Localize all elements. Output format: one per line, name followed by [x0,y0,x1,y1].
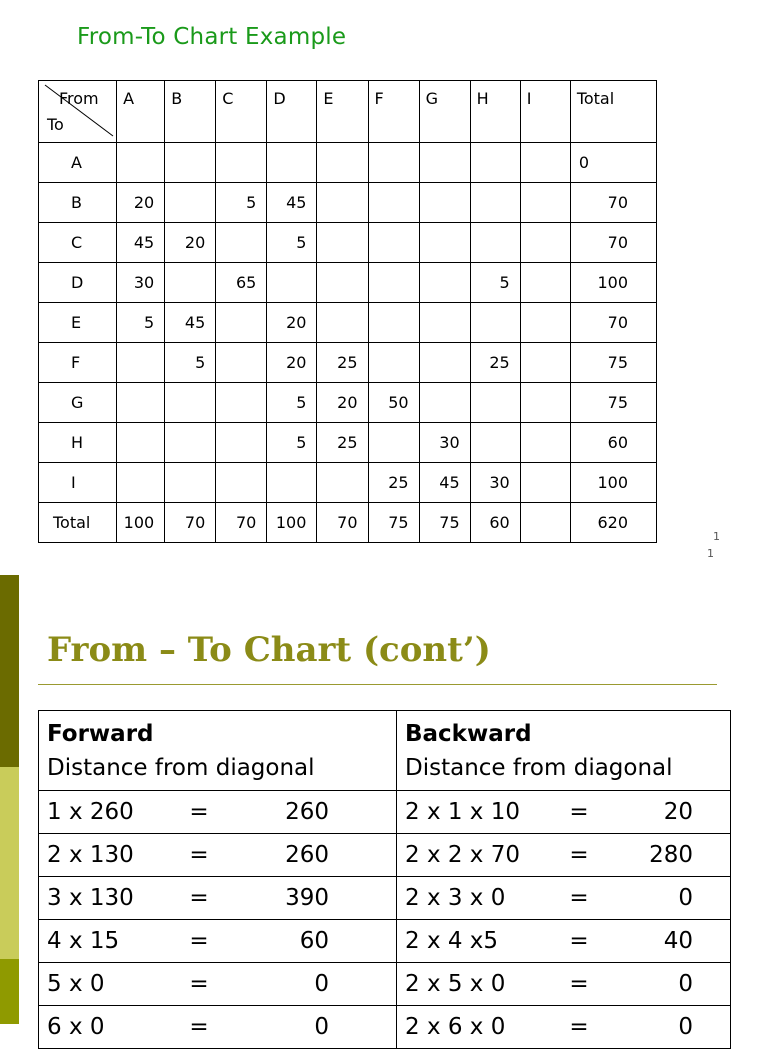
row-total: 70 [570,223,656,263]
table-cell [368,183,419,223]
table-cell: 50 [368,383,419,423]
backward-cell [397,791,731,834]
backward-result: 0 [678,971,693,997]
table-cell [368,303,419,343]
row-label: B [39,183,117,223]
backward-cell [397,877,731,920]
forward-result: 390 [285,885,329,911]
forward-equals: = [189,799,209,825]
forward-result: 0 [314,1014,329,1040]
row-total: 620 [570,503,656,543]
table-cell [317,303,368,343]
row-label: C [39,223,117,263]
row-label: H [39,423,117,463]
accent-bar-mid [0,959,19,1024]
table-cell: 75 [419,503,470,543]
backward-result: 0 [678,1014,693,1040]
table-header-row [39,81,657,143]
row-label: E [39,303,117,343]
col-header: F [368,81,419,143]
col-header-total: Total [570,81,656,143]
backward-expression: 2 x 4 x5 [405,928,499,954]
row-total: 75 [570,343,656,383]
backward-result: 40 [663,928,693,954]
backward-cell [397,920,731,963]
table-cell: 5 [267,423,317,463]
backward-equals: = [569,799,589,825]
table-row [39,877,731,920]
table-cell [317,223,368,263]
table-cell [117,423,165,463]
forward-expression: 3 x 130 [47,885,134,911]
backward-expression: 2 x 2 x 70 [405,842,520,868]
forward-cell [39,963,397,1006]
table-cell [317,143,368,183]
backward-expression: 2 x 6 x 0 [405,1014,506,1040]
forward-equals: = [189,928,209,954]
backward-result: 0 [678,885,693,911]
table-cell [216,303,267,343]
table-cell: 25 [470,343,520,383]
table-cell: 25 [368,463,419,503]
table-cell [419,383,470,423]
forward-result: 260 [285,799,329,825]
col-header: B [165,81,216,143]
row-total: 75 [570,383,656,423]
table-cell [216,383,267,423]
table-cell [470,383,520,423]
table-cell [216,223,267,263]
corner-to-label: To [47,115,64,134]
row-total: 0 [570,143,656,183]
table-cell [520,463,570,503]
page-number: 1 [707,547,714,560]
accent-bar-dark [0,575,19,767]
forward-cell [39,1006,397,1049]
backward-expression: 2 x 1 x 10 [405,799,520,825]
table-cell: 70 [317,503,368,543]
table-cell: 5 [165,343,216,383]
table-cell [216,463,267,503]
table-cell [520,143,570,183]
table-cell: 75 [368,503,419,543]
col-header: H [470,81,520,143]
table-cell: 60 [470,503,520,543]
page-number: 1 [713,530,720,543]
row-total: 100 [570,263,656,303]
col-header: D [267,81,317,143]
backward-expression: 2 x 5 x 0 [405,971,506,997]
table-cell: 25 [317,423,368,463]
row-label: G [39,383,117,423]
forward-expression: 4 x 15 [47,928,120,954]
forward-cell [39,834,397,877]
row-label: F [39,343,117,383]
backward-equals: = [569,842,589,868]
table-row [39,1006,731,1049]
table-cell [368,263,419,303]
table-row [39,791,731,834]
table-row [39,834,731,877]
table-cell: 30 [117,263,165,303]
table-cell: 20 [117,183,165,223]
table-cell [368,223,419,263]
table-cell [520,303,570,343]
row-total: 70 [570,183,656,223]
table-row [39,343,657,383]
table-row [39,183,657,223]
table-cell: 5 [267,223,317,263]
table-cell: 100 [267,503,317,543]
table-cell: 5 [267,383,317,423]
corner-cell [39,81,117,143]
table-row [39,143,657,183]
forward-header-cell [39,711,397,791]
from-to-table [38,80,657,543]
col-header: A [117,81,165,143]
forward-cell [39,877,397,920]
forward-equals: = [189,842,209,868]
table-cell: 45 [117,223,165,263]
table-cell [419,143,470,183]
col-header: G [419,81,470,143]
table-cell: 100 [117,503,165,543]
table-row [39,503,657,543]
table-cell [520,223,570,263]
forward-result: 260 [285,842,329,868]
table-cell [216,143,267,183]
table-cell: 70 [216,503,267,543]
forward-header: Forward [47,721,154,747]
table-cell [117,343,165,383]
forward-result: 0 [314,971,329,997]
table-cell: 45 [267,183,317,223]
table-cell [520,503,570,543]
row-label: D [39,263,117,303]
row-total: 70 [570,303,656,343]
table-cell [165,463,216,503]
backward-header-cell [397,711,731,791]
forward-subheader: Distance from diagonal [47,755,315,781]
row-label: Total [39,503,117,543]
forward-backward-table [38,710,731,1049]
accent-bar-light [0,767,19,959]
table-cell [267,463,317,503]
backward-equals: = [569,971,589,997]
table-row [39,920,731,963]
table-cell [165,143,216,183]
col-header: I [520,81,570,143]
table-cell: 45 [165,303,216,343]
forward-cell [39,791,397,834]
forward-cell [39,920,397,963]
forward-equals: = [189,885,209,911]
table-cell [165,183,216,223]
table-cell [165,383,216,423]
table-cell: 45 [419,463,470,503]
table-cell [419,263,470,303]
backward-cell [397,1006,731,1049]
table-row [39,963,731,1006]
table-cell [470,423,520,463]
backward-equals: = [569,885,589,911]
table-cell: 5 [470,263,520,303]
table-cell [368,343,419,383]
backward-cell [397,834,731,877]
table-row [39,423,657,463]
table-cell: 70 [165,503,216,543]
table-cell [520,183,570,223]
table-cell [117,383,165,423]
table-cell [368,423,419,463]
table-cell [520,423,570,463]
forward-expression: 2 x 130 [47,842,134,868]
table-cell: 30 [470,463,520,503]
row-label: A [39,143,117,183]
fb-header-row [39,711,731,791]
table-cell [470,143,520,183]
table-cell: 30 [419,423,470,463]
backward-header: Backward [405,721,532,747]
table-cell: 20 [267,343,317,383]
row-total: 60 [570,423,656,463]
forward-result: 60 [299,928,329,954]
table-cell: 20 [267,303,317,343]
table-row [39,263,657,303]
table-cell [165,263,216,303]
table-cell [216,343,267,383]
table-row [39,463,657,503]
table-cell [419,343,470,383]
backward-expression: 2 x 3 x 0 [405,885,506,911]
table-cell [470,303,520,343]
table-cell: 20 [317,383,368,423]
table-cell [520,383,570,423]
table-cell [470,183,520,223]
table-cell [117,143,165,183]
table-cell [267,263,317,303]
slide2-title: From – To Chart (cont’) [47,630,491,670]
table-cell [165,423,216,463]
forward-equals: = [189,971,209,997]
forward-expression: 1 x 260 [47,799,134,825]
table-cell [520,263,570,303]
table-cell: 5 [216,183,267,223]
row-label: I [39,463,117,503]
table-cell [419,183,470,223]
table-cell [470,223,520,263]
table-cell [520,343,570,383]
table-cell [419,303,470,343]
col-header: C [216,81,267,143]
corner-from-label: From [59,89,99,108]
table-cell [317,183,368,223]
row-total: 100 [570,463,656,503]
table-cell [368,143,419,183]
backward-equals: = [569,1014,589,1040]
title-divider [38,684,717,685]
table-cell [117,463,165,503]
table-cell [267,143,317,183]
table-cell: 5 [117,303,165,343]
forward-expression: 6 x 0 [47,1014,105,1040]
table-cell [317,263,368,303]
backward-equals: = [569,928,589,954]
table-cell: 25 [317,343,368,383]
col-header: E [317,81,368,143]
slide1-title: From-To Chart Example [77,24,347,50]
table-cell [419,223,470,263]
table-cell: 65 [216,263,267,303]
backward-result: 20 [663,799,693,825]
backward-result: 280 [649,842,693,868]
table-cell [216,423,267,463]
table-row [39,303,657,343]
forward-equals: = [189,1014,209,1040]
backward-cell [397,963,731,1006]
table-cell [317,463,368,503]
table-cell: 20 [165,223,216,263]
table-row [39,223,657,263]
table-row [39,383,657,423]
forward-expression: 5 x 0 [47,971,105,997]
backward-subheader: Distance from diagonal [405,755,673,781]
